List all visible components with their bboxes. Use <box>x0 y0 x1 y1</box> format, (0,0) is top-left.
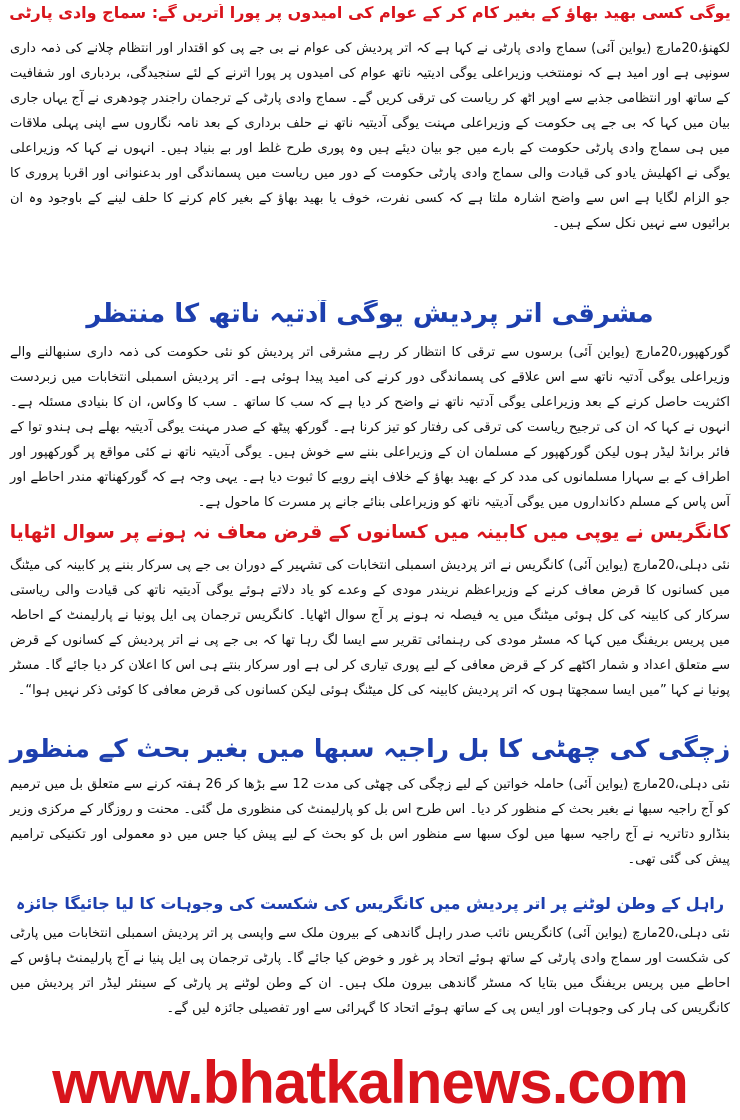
article-rahul-review <box>0 895 740 1045</box>
article-headline: راہل کے وطن لوٹنے پر اتر پردیش میں کانگریس کی شکست کی وجوہات کا لیا جائیگا جائزہ <box>15 895 725 913</box>
article-eastern-up <box>0 300 740 515</box>
article-body: نئی دہلی،20مارچ (یواین آئی) کانگریس نے اتر پردیش اسمبلی انتخابات کی تشہیر کے دوران بی جے پی سرکار بننے پر کابینہ کی میٹنگ میں کسانوں کا قرض معاف کرنے کے وزیراعظم نریندر مودی کے وعدے کو یاد دلاتے ہوئے یوگی آدیتیہ ناتھ کی قیادت والی ریاستی سرکار کی کابینہ کی کل ہوئی میٹنگ میں یہ فیصلہ نہ ہونے پر آج سوال اٹھایا۔ کانگریس ترجمان پی ایل پونیا نے پارلیمنٹ کے احاطہ میں پریس بریفنگ میں کہا کہ مسٹر مودی کی رہنمائی تقریر سے ایسا لگ رہا تھا کہ بی جے پی نے اتر پردیش کے کسانوں کے قرض سے متعلق اعداد و شمار اکٹھے کر کے قرض معافی کے لیے پوری تیاری کر لی ہے اور سرکار بنتے ہی اس کا اعلان کر دیا جائے گا۔ مسٹر پونیا نے کہا ”میں ایسا سمجھتا ہوں کہ اتر پردیش کابینہ کی کل میٹنگ ہوئی لیکن کسانوں کی قرض معافی کا کوئی ذکر نہیں ہوا“۔ <box>10 558 731 699</box>
article-body: لکھنؤ،20مارچ (یواین آئی) سماج وادی پارٹی نے کہا ہے کہ اتر پردیش کی عوام نے بی جے پی کو اقتدار اور انتظام چلانے کی ذمہ داری سونپی ہے اور امید ہے کہ نومنتخب وزیراعلی یوگی ادیتیہ ناتھ عوام کی امیدوں پر پورا اترنے کے لئے سنجیدگی، بردباری اور شفافیت کے ساتھ اور انتظامی جذبے سے اوپر اٹھ کر ریاست کی ترقی کریں گے۔ سماج وادی پارٹی کے ترجمان راجندر چودھری نے آج یہاں جاری بیان میں کہا کہ بی جے پی حکومت کے وزیراعلی مہنت یوگی آدیتیہ ناتھ نے حلف برداری کے بعد نامہ نگاروں سے اپنی پہلی ملاقات میں ہی سماج وادی پارٹی حکومت کے بارے میں جو بیان دیئے ہیں وہ پوری طرح غلط اور بے بنیاد ہیں۔ انہوں نے کہا کہ وزیراعلی یوگی نے اکھلیش یادو کی قیادت والی سماج وادی پارٹی حکومت کے دور میں ریاست میں پسماندگی اور بدعنوانی اور اقربا پروری کا جو الزام لگایا ہے اس سے واضح اشارہ ملتا ہے کہ کسی نفرت، خوف یا بھید بھاؤ کے بغیر کام کرنے کا حلف لینے کے باوجود وہ ان برائیوں سے نہیں نکل سکے ہیں۔ <box>10 41 730 232</box>
article-yogi-samajwadi <box>0 4 740 304</box>
article-headline: مشرقی اتر پردیش یوگی آدتیہ ناتھ کا منتظر <box>86 300 654 329</box>
article-headline: زچگی کی چھٹی کا بل راجیہ سبھا میں بغیر بحث کے منظور <box>9 735 731 763</box>
article-congress-loan-waiver <box>0 522 740 722</box>
article-body: گورکھپور،20مارچ (یواین آئی) برسوں سے ترقی کا انتظار کر رہے مشرقی اتر پردیش کو نئی حکومت کی ذمہ داری سنبھالنے والے وزیراعلی یوگی آدتیہ ناتھ سے اس علاقے کی پسماندگی دور کرنے کی امید پیدا ہوئی ہے۔ اتر پردیش اسمبلی انتخابات میں زبردست اکثریت حاصل کرنے کے بعد وزیراعلی یوگی آدتیہ ناتھ نے واضح کر دیا ہے کہ سب کا ساتھ ۔ سب کا وکاس، ان کا بنیادی مسئلہ ہے۔ انہوں نے کہا کہ ان کی ترجیح ریاست کی ترقی کی رفتار کو تیز کرنا ہے۔ گورکھ پیٹھ کے صدر مہنت یوگی آدیتیہ بھلے ہی ہندو توا کے فائر برانڈ لیڈر ہوں لیکن گورکھپور کے مسلمان ان کے وزیراعلی بننے سے خوش ہیں۔ یوگی آدیتیہ ناتھ نے کئی مواقع پر گورکھپور اور اطراف کے بے سہارا مسلمانوں کی مدد کر کے بھید بھاؤ کے خلاف اپنے رویے کا ثبوت دیا ہے۔ یہی وجہ ہے کہ گورکھناتھ مندر احاطے اور آس پاس کے مسلم دکانداروں میں یوگی آدیتیہ ناتھ کو وزیراعلی بنائے جانے پر مسرت کا ماحول ہے۔ <box>10 344 730 510</box>
article-headline: کانگریس نے یوپی میں کابینہ میں کسانوں کے قرض معاف نہ ہونے پر سوال اٹھایا <box>9 522 731 543</box>
article-maternity-bill <box>0 735 740 895</box>
article-body: نئی دہلی،20مارچ (یواین آئی) کانگریس نائب صدر راہل گاندھی کے بیرون ملک سے واپسی پر اتر پردیش اسمبلی انتخابات میں پارٹی کی شکست اور سماج وادی پارٹی کے ساتھ ہوئے اتحاد پر غور و خوض کیا جائے گا۔ پارٹی ترجمان پی ایل پنیا نے آج پارلیمنٹ ہاؤس کے احاطے میں پریس بریفنگ میں بتایا کہ مسٹر گاندھی بیرون ملک ہیں۔ ان کے وطن لوٹنے پر پارٹی کے سینئر لیڈر اتر پردیش میں کانگریس کی ہار کی وجوہات اور ایس پی کے ساتھ ہوئے اتحاد کا گہرائی سے اور تفصیلی جائزہ لیں گے۔ <box>10 926 730 1017</box>
site-logo-text: www.bhatkalnews.com <box>52 1049 688 1116</box>
site-footer <box>0 1046 740 1120</box>
article-headline: یوگی کسی بھید بھاؤ کے بغیر کام کر کے عوام کی امیدوں پر پورا اُتریں گے: سماج وادی پارٹی <box>9 4 731 22</box>
article-body: نئی دہلی،20مارچ (یواین آئی) حاملہ خواتین کے لیے زچگی کی چھٹی کی مدت 12 سے بڑھا کر 26 ہفتہ کرنے سے متعلق بل میں ترمیم کو آج راجیہ سبھا نے بغیر بحث کے منظور کر دیا۔ اس طرح اس بل کو پارلیمنٹ کی منظوری مل گئی۔ محنت و روزگار کے مرکزی وزیر بنڈارو دتاتریہ نے آج راجیہ سبھا میں لوک سبھا سے منظور اس بل کو بحث کے لیے پیش کیا جس میں دو معمولی اور تکنیکی ترامیم پیش کی گئی تھی۔ <box>10 776 731 867</box>
